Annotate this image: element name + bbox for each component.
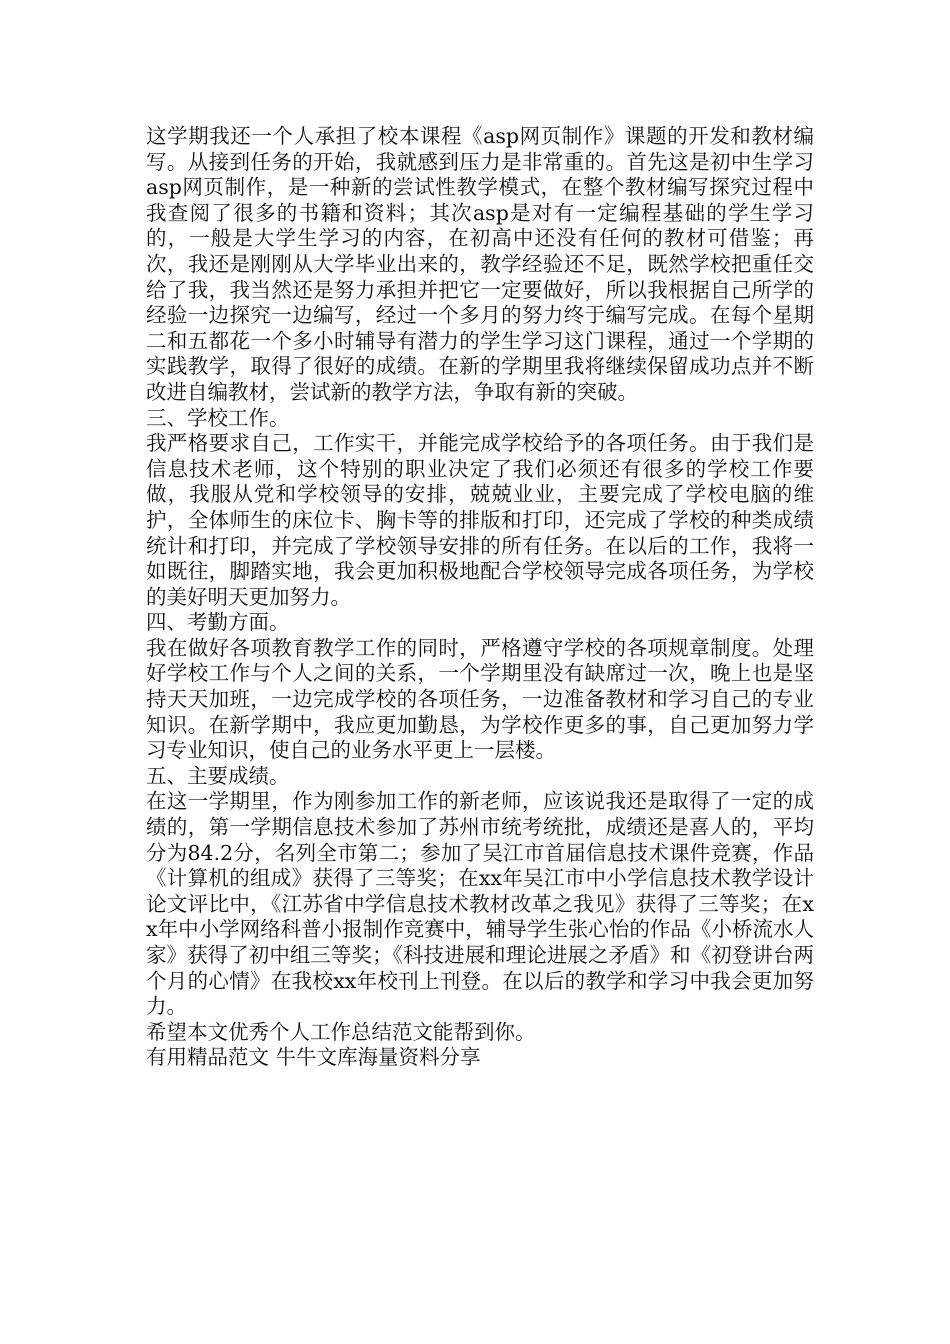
footer-note: 有用精品范文 牛牛文库海量资料分享 xyxy=(146,1045,481,1070)
document-body xyxy=(146,124,814,1071)
paragraph-closing: 希望本文优秀个人工作总结范文能帮到你。 xyxy=(146,1019,536,1044)
section-heading-achievements: 五、主要成绩。 xyxy=(146,763,290,788)
section-heading-school-work: 三、学校工作。 xyxy=(146,405,290,430)
paragraph-school-work: 我严格要求自己，工作实干，并能完成学校给予的各项任务。由于我们是信息技术老师，这个特别的职业决定了我们必须还有很多的学校工作要做，我服从党和学校领导的安排，兢兢业业，主要完成了学校电脑的维护，全体师生的床位卡、胸卡等的排版和打印，还完成了学校的种类成绩统计和打印，并完成了学校领导安排的所有任务。在以后的工作，我将一如既往，脚踏实地，我会更加积极地配合学校领导完成各项任务，为学校的美好明天更加努力。 xyxy=(146,431,814,609)
paragraph-achievements: 在这一学期里，作为刚参加工作的新老师，应该说我还是取得了一定的成绩的，第一学期信息技术参加了苏州市统考统批，成绩还是喜人的，平均分为84.2分，名列全市第二；参加了吴江市首届信息技术课件竞赛，作品《计算机的组成》获得了三等奖；在xx年吴江市中小学信息技术教学设计论文评比中，《江苏省中学信息技术教材改革之我见》获得了三等奖；在xx年中小学网络科普小报制作竞赛中，辅导学生张心怡的作品《小桥流水人家》获得了初中组三等奖；《科技进展和理论进展之矛盾》和《初登讲台两个月的心情》在我校xx年校刊上刊登。在以后的教学和学习中我会更加努力。 xyxy=(146,789,814,1019)
paragraph-asp-course: 这学期我还一个人承担了校本课程《asp网页制作》课题的开发和教材编写。从接到任务的开始，我就感到压力是非常重的。首先这是初中生学习asp网页制作，是一种新的尝试性教学模式，在整个教材编写探究过程中我查阅了很多的书籍和资料；其次asp是对有一定编程基础的学生学习的，一般是大学生学习的内容，在初高中还没有任何的教材可借鉴；再次，我还是刚刚从大学毕业出来的，教学经验还不足，既然学校把重任交给了我，我当然还是努力承担并把它一定要做好，所以我根据自己所学的经验一边探究一边编写，经过一个多月的努力终于编写完成。在每个星期二和五都花一个多小时辅导有潜力的学生学习这门课程，通过一个学期的实践教学，取得了很好的成绩。在新的学期里我将继续保留成功点并不断改进自编教材，尝试新的教学方法，争取有新的突破。 xyxy=(146,124,814,404)
section-heading-attendance: 四、考勤方面。 xyxy=(146,610,290,635)
paragraph-attendance: 我在做好各项教育教学工作的同时，严格遵守学校的各项规章制度。处理好学校工作与个人之间的关系，一个学期里没有缺席过一次，晚上也是坚持天天加班，一边完成学校的各项任务，一边准备教材和学习自己的专业知识。在新学期中，我应更加勤恳，为学校作更多的事，自己更加努力学习专业知识，使自己的业务水平更上一层楼。 xyxy=(146,635,814,763)
